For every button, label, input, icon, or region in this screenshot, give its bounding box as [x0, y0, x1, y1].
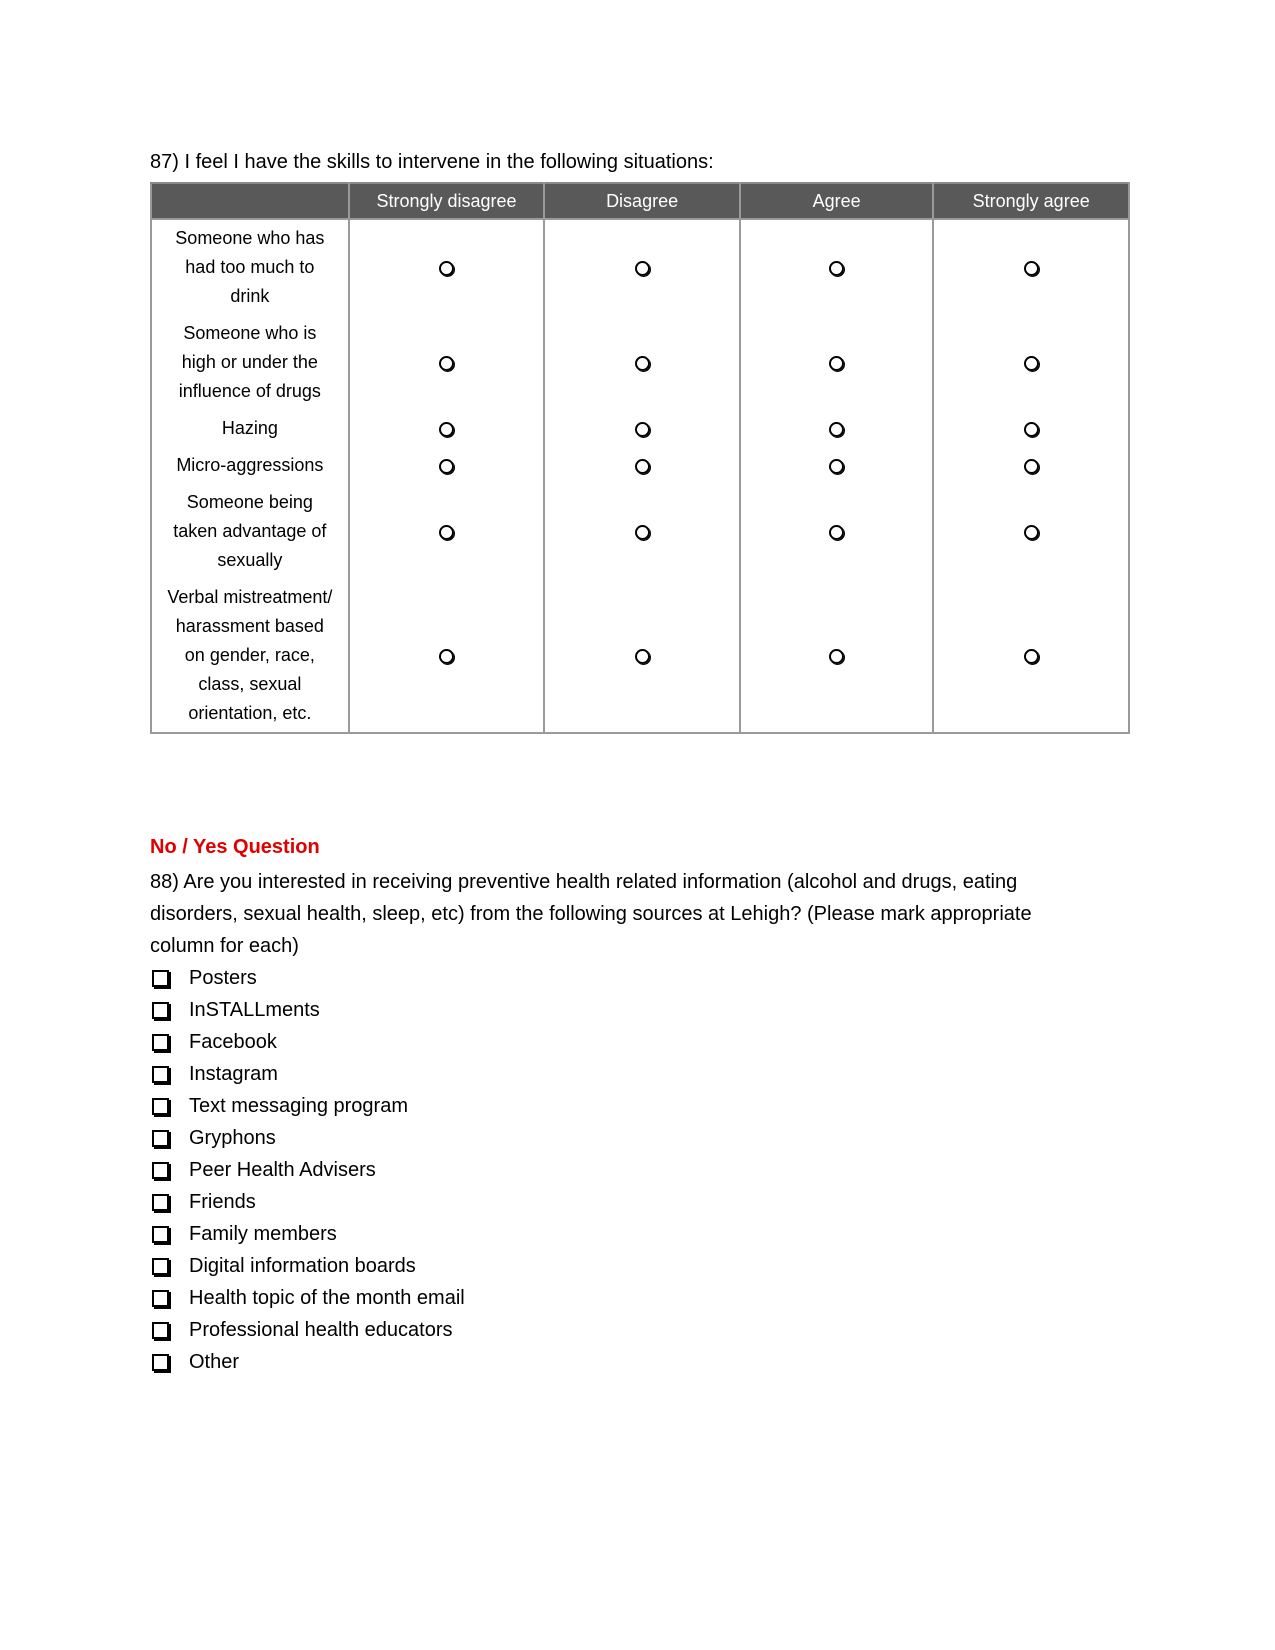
option-item[interactable]: [150, 1186, 465, 1218]
option-label: Other: [189, 1351, 240, 1373]
radio-disagree[interactable]: [635, 261, 650, 276]
matrix-cell-strongly-agree: [933, 315, 1129, 410]
row-label: Someone who has had too much to drink: [151, 219, 349, 315]
checkbox-icon[interactable]: [152, 1098, 169, 1115]
option-item[interactable]: [150, 1314, 465, 1346]
radio-disagree[interactable]: [635, 422, 650, 437]
radio-disagree[interactable]: [635, 525, 650, 540]
option-label: Friends: [189, 1191, 256, 1213]
option-label: Posters: [189, 967, 257, 989]
radio-agree[interactable]: [829, 459, 844, 474]
question-87-block: [150, 148, 1130, 734]
matrix-cell-strongly-agree: [933, 219, 1129, 315]
matrix-row: [151, 447, 1129, 484]
matrix-cell-disagree: [544, 579, 740, 733]
matrix-cell-strongly-disagree: [349, 410, 545, 447]
option-label: Gryphons: [189, 1127, 276, 1149]
option-label: InSTALLments: [189, 999, 320, 1021]
checkbox-icon[interactable]: [152, 1162, 169, 1179]
radio-agree[interactable]: [829, 356, 844, 371]
question-87-title: 87) I feel I have the skills to intervene in the following situations:: [150, 151, 714, 173]
checkbox-icon[interactable]: [152, 1322, 169, 1339]
radio-strongly-disagree[interactable]: [439, 422, 454, 437]
radio-strongly-disagree[interactable]: [439, 525, 454, 540]
option-item[interactable]: [150, 1090, 465, 1122]
row-label: Hazing: [151, 410, 349, 447]
likert-matrix: [150, 182, 1130, 734]
matrix-corner-cell: [151, 183, 349, 219]
checkbox-icon[interactable]: [152, 970, 169, 987]
matrix-cell-agree: [740, 447, 933, 484]
matrix-cell-strongly-disagree: [349, 219, 545, 315]
radio-strongly-disagree[interactable]: [439, 261, 454, 276]
matrix-cell-disagree: [544, 219, 740, 315]
row-label: Someone who is high or under the influence of drugs: [151, 315, 349, 410]
matrix-cell-disagree: [544, 447, 740, 484]
matrix-cell-agree: [740, 315, 933, 410]
radio-strongly-disagree[interactable]: [439, 649, 454, 664]
radio-agree[interactable]: [829, 422, 844, 437]
matrix-cell-strongly-disagree: [349, 447, 545, 484]
option-label: Text messaging program: [189, 1095, 408, 1117]
matrix-row: [151, 579, 1129, 733]
checkbox-icon[interactable]: [152, 1194, 169, 1211]
radio-disagree[interactable]: [635, 356, 650, 371]
checkbox-icon[interactable]: [152, 1034, 169, 1051]
matrix-cell-strongly-agree: [933, 484, 1129, 579]
row-label: Someone being taken advantage of sexually: [151, 484, 349, 579]
matrix-row: [151, 410, 1129, 447]
section-label: No / Yes Question: [150, 836, 320, 858]
matrix-row: [151, 219, 1129, 315]
radio-strongly-agree[interactable]: [1024, 356, 1039, 371]
matrix-cell-agree: [740, 579, 933, 733]
row-label: Verbal mistreatment/ harassment based on gender, race, class, sexual orientation, etc.: [151, 579, 349, 733]
checkbox-icon[interactable]: [152, 1258, 169, 1275]
matrix-cell-strongly-disagree: [349, 579, 545, 733]
matrix-header-row: [151, 183, 1129, 219]
option-label: Peer Health Advisers: [189, 1159, 376, 1181]
checkbox-icon[interactable]: [152, 1066, 169, 1083]
matrix-cell-strongly-disagree: [349, 315, 545, 410]
option-item[interactable]: [150, 1218, 465, 1250]
matrix-cell-agree: [740, 484, 933, 579]
option-label: Family members: [189, 1223, 337, 1245]
option-item[interactable]: [150, 962, 465, 994]
column-header-strongly-disagree: Strongly disagree: [349, 183, 545, 219]
checkbox-icon[interactable]: [152, 1002, 169, 1019]
option-item[interactable]: [150, 1250, 465, 1282]
matrix-cell-strongly-agree: [933, 410, 1129, 447]
question-88-text: 88) Are you interested in receiving preventive health related information (alcohol and drugs, eating disorders, sexual health, sleep, etc) from the following sources at Lehigh? (Please mark appropriate column for each): [150, 871, 1032, 957]
option-item[interactable]: [150, 1154, 465, 1186]
radio-agree[interactable]: [829, 649, 844, 664]
matrix-cell-strongly-agree: [933, 579, 1129, 733]
radio-strongly-agree[interactable]: [1024, 459, 1039, 474]
matrix-cell-disagree: [544, 484, 740, 579]
radio-strongly-agree[interactable]: [1024, 649, 1039, 664]
radio-strongly-disagree[interactable]: [439, 459, 454, 474]
question-88-options: [150, 962, 465, 1378]
checkbox-icon[interactable]: [152, 1354, 169, 1371]
row-label: Micro-aggressions: [151, 447, 349, 484]
radio-strongly-agree[interactable]: [1024, 261, 1039, 276]
matrix-row: [151, 315, 1129, 410]
option-label: Digital information boards: [189, 1255, 416, 1277]
option-item[interactable]: [150, 1026, 465, 1058]
radio-agree[interactable]: [829, 261, 844, 276]
matrix-cell-disagree: [544, 315, 740, 410]
matrix-cell-disagree: [544, 410, 740, 447]
column-header-strongly-agree: Strongly agree: [933, 183, 1129, 219]
option-label: Professional health educators: [189, 1319, 453, 1341]
checkbox-icon[interactable]: [152, 1130, 169, 1147]
option-item[interactable]: [150, 1282, 465, 1314]
radio-strongly-agree[interactable]: [1024, 525, 1039, 540]
radio-strongly-agree[interactable]: [1024, 422, 1039, 437]
checkbox-icon[interactable]: [152, 1226, 169, 1243]
option-label: Health topic of the month email: [189, 1287, 465, 1309]
option-item[interactable]: [150, 994, 465, 1026]
option-item[interactable]: [150, 1346, 465, 1378]
option-item[interactable]: [150, 1122, 465, 1154]
column-header-agree: Agree: [740, 183, 933, 219]
option-item[interactable]: [150, 1058, 465, 1090]
option-label: Instagram: [189, 1063, 278, 1085]
radio-strongly-disagree[interactable]: [439, 356, 454, 371]
column-header-disagree: Disagree: [544, 183, 740, 219]
checkbox-icon[interactable]: [152, 1290, 169, 1307]
option-label: Facebook: [189, 1031, 277, 1053]
matrix-cell-strongly-disagree: [349, 484, 545, 579]
radio-disagree[interactable]: [635, 459, 650, 474]
radio-agree[interactable]: [829, 525, 844, 540]
matrix-cell-agree: [740, 219, 933, 315]
matrix-row: [151, 484, 1129, 579]
matrix-cell-agree: [740, 410, 933, 447]
radio-disagree[interactable]: [635, 649, 650, 664]
matrix-cell-strongly-agree: [933, 447, 1129, 484]
